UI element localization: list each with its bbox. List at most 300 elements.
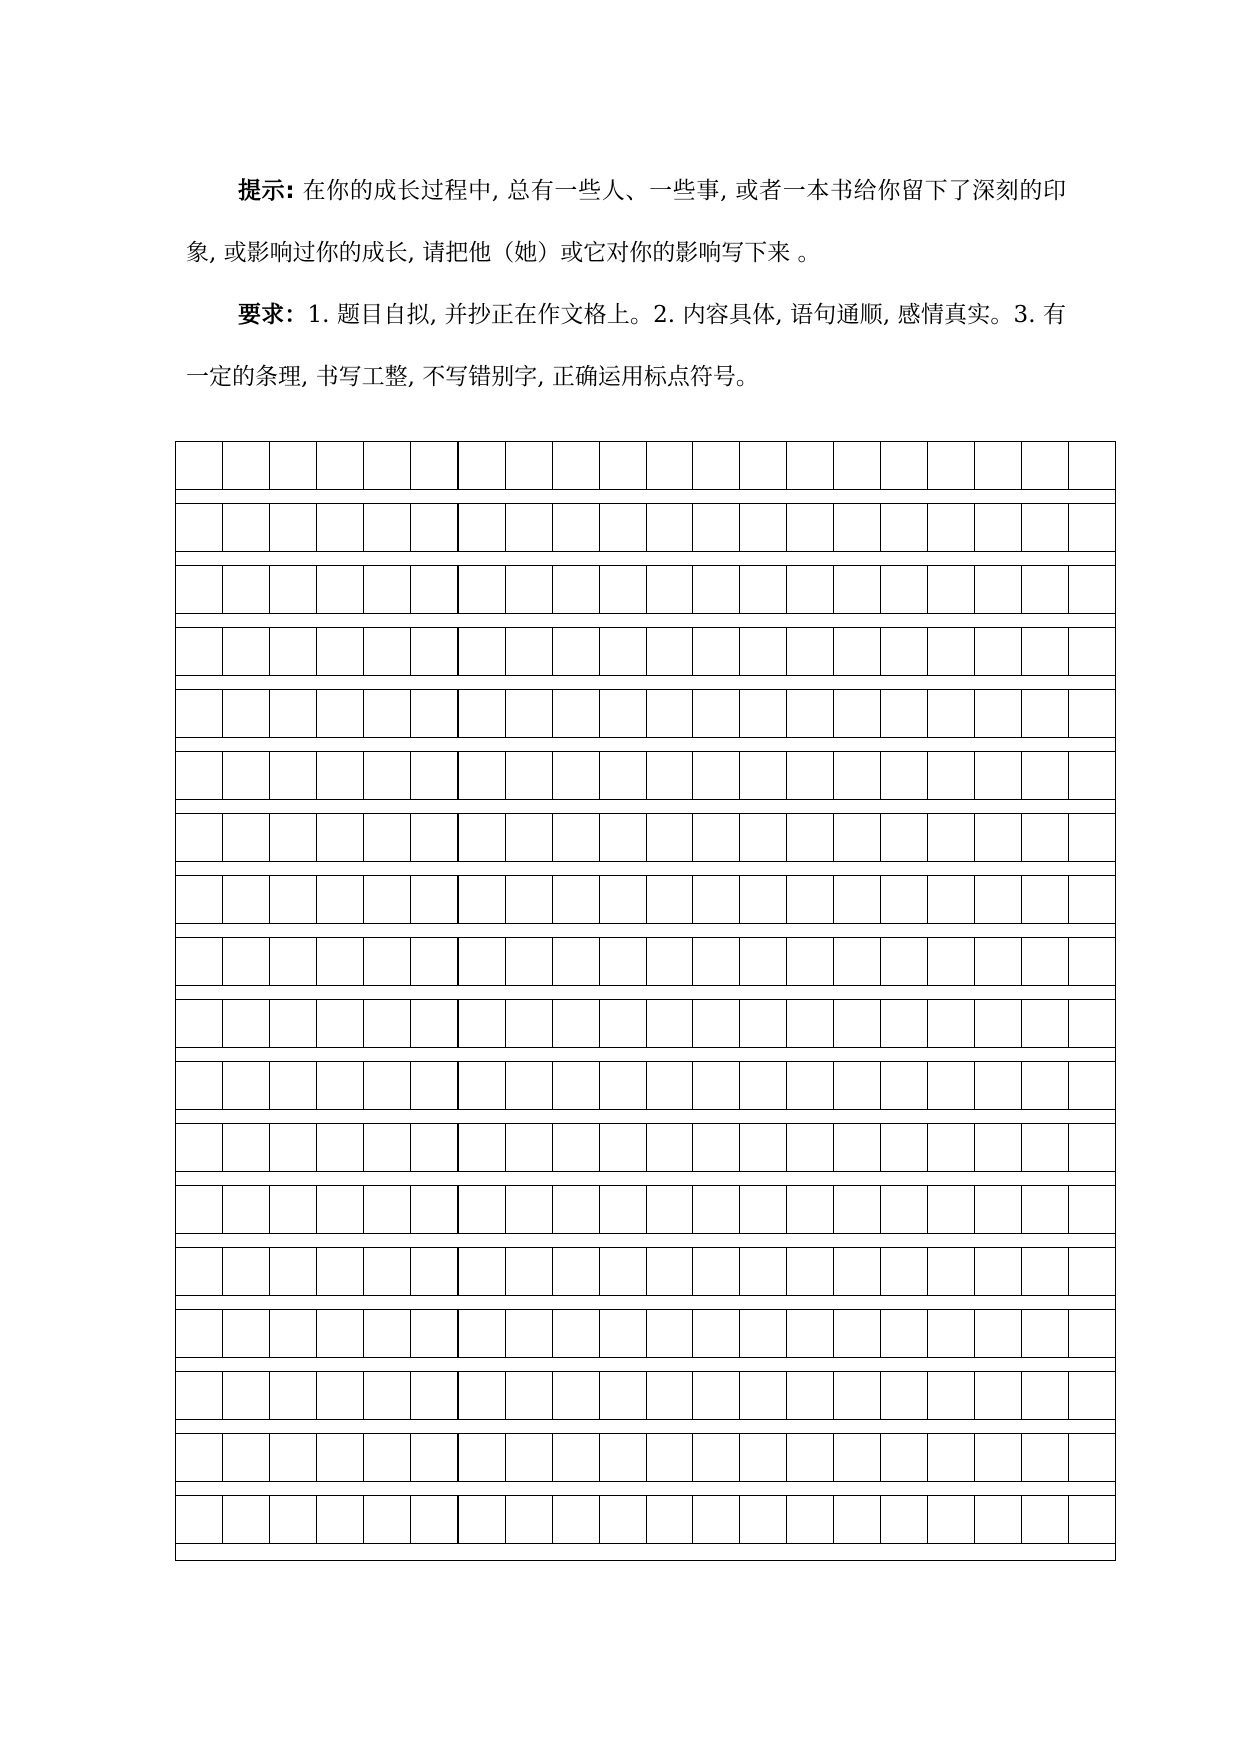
writing-cell[interactable] (975, 504, 1022, 552)
writing-cell[interactable] (459, 876, 506, 924)
writing-cell[interactable] (553, 1124, 600, 1172)
writing-cell[interactable] (787, 1124, 834, 1172)
writing-cell[interactable] (223, 814, 270, 862)
writing-cell[interactable] (647, 752, 694, 800)
writing-cell[interactable] (506, 752, 553, 800)
writing-cell[interactable] (740, 1186, 787, 1234)
writing-cell[interactable] (223, 752, 270, 800)
writing-cell[interactable] (647, 628, 694, 676)
writing-cell[interactable] (317, 1124, 364, 1172)
writing-cell[interactable] (693, 628, 740, 676)
writing-cell[interactable] (364, 566, 411, 614)
writing-cell[interactable] (1022, 1434, 1069, 1482)
writing-cell[interactable] (1069, 1434, 1115, 1482)
writing-cell[interactable] (411, 1186, 459, 1234)
writing-cell[interactable] (176, 876, 223, 924)
writing-cell[interactable] (364, 442, 411, 490)
writing-cell[interactable] (881, 1372, 928, 1420)
writing-cell[interactable] (411, 1124, 459, 1172)
writing-cell[interactable] (553, 814, 600, 862)
writing-cell[interactable] (270, 1248, 317, 1296)
writing-cell[interactable] (787, 1434, 834, 1482)
writing-cell[interactable] (693, 1186, 740, 1234)
writing-cell[interactable] (740, 1000, 787, 1048)
writing-cell[interactable] (647, 1062, 694, 1110)
writing-cell[interactable] (459, 1000, 506, 1048)
writing-cell[interactable] (787, 1248, 834, 1296)
writing-cell[interactable] (176, 752, 223, 800)
writing-cell[interactable] (506, 1372, 553, 1420)
writing-cell[interactable] (553, 442, 600, 490)
writing-cell[interactable] (834, 1434, 881, 1482)
writing-cell[interactable] (834, 814, 881, 862)
writing-cell[interactable] (600, 1000, 647, 1048)
writing-cell[interactable] (740, 442, 787, 490)
writing-cell[interactable] (459, 1434, 506, 1482)
writing-cell[interactable] (553, 1310, 600, 1358)
writing-cell[interactable] (411, 1434, 459, 1482)
writing-cell[interactable] (317, 690, 364, 738)
writing-cell[interactable] (928, 1186, 975, 1234)
writing-cell[interactable] (176, 504, 223, 552)
writing-cell[interactable] (223, 628, 270, 676)
writing-cell[interactable] (787, 1310, 834, 1358)
writing-cell[interactable] (834, 1372, 881, 1420)
writing-cell[interactable] (176, 1124, 223, 1172)
writing-cell[interactable] (506, 566, 553, 614)
writing-cell[interactable] (600, 1434, 647, 1482)
writing-cell[interactable] (553, 1372, 600, 1420)
writing-cell[interactable] (317, 1496, 364, 1544)
writing-cell[interactable] (364, 628, 411, 676)
writing-cell[interactable] (176, 1434, 223, 1482)
writing-cell[interactable] (693, 442, 740, 490)
writing-cell[interactable] (411, 1000, 459, 1048)
writing-cell[interactable] (176, 1496, 223, 1544)
writing-cell[interactable] (1069, 1248, 1115, 1296)
writing-cell[interactable] (1022, 1186, 1069, 1234)
writing-cell[interactable] (1069, 628, 1115, 676)
writing-cell[interactable] (411, 1372, 459, 1420)
writing-cell[interactable] (1069, 442, 1115, 490)
writing-cell[interactable] (1069, 504, 1115, 552)
writing-cell[interactable] (317, 442, 364, 490)
writing-cell[interactable] (834, 690, 881, 738)
writing-cell[interactable] (270, 938, 317, 986)
writing-cell[interactable] (364, 1372, 411, 1420)
writing-cell[interactable] (364, 1124, 411, 1172)
writing-cell[interactable] (928, 752, 975, 800)
writing-cell[interactable] (787, 690, 834, 738)
writing-cell[interactable] (223, 1434, 270, 1482)
writing-cell[interactable] (1022, 1000, 1069, 1048)
writing-cell[interactable] (647, 1000, 694, 1048)
writing-cell[interactable] (693, 1062, 740, 1110)
writing-cell[interactable] (834, 876, 881, 924)
writing-cell[interactable] (506, 1062, 553, 1110)
writing-cell[interactable] (834, 504, 881, 552)
writing-cell[interactable] (176, 1062, 223, 1110)
writing-cell[interactable] (506, 442, 553, 490)
writing-cell[interactable] (223, 1310, 270, 1358)
writing-cell[interactable] (600, 752, 647, 800)
writing-cell[interactable] (553, 628, 600, 676)
writing-cell[interactable] (317, 876, 364, 924)
writing-cell[interactable] (647, 938, 694, 986)
writing-cell[interactable] (881, 442, 928, 490)
writing-cell[interactable] (928, 1062, 975, 1110)
writing-cell[interactable] (1069, 1186, 1115, 1234)
writing-cell[interactable] (693, 1000, 740, 1048)
writing-cell[interactable] (270, 1310, 317, 1358)
writing-cell[interactable] (787, 938, 834, 986)
writing-cell[interactable] (928, 1000, 975, 1048)
writing-cell[interactable] (975, 1186, 1022, 1234)
writing-cell[interactable] (270, 566, 317, 614)
writing-cell[interactable] (693, 752, 740, 800)
writing-cell[interactable] (928, 566, 975, 614)
writing-cell[interactable] (223, 1496, 270, 1544)
writing-cell[interactable] (647, 1496, 694, 1544)
writing-cell[interactable] (1022, 1124, 1069, 1172)
writing-cell[interactable] (1022, 628, 1069, 676)
writing-cell[interactable] (223, 690, 270, 738)
writing-cell[interactable] (928, 814, 975, 862)
writing-cell[interactable] (411, 876, 459, 924)
writing-cell[interactable] (928, 876, 975, 924)
writing-cell[interactable] (787, 1372, 834, 1420)
writing-cell[interactable] (1069, 814, 1115, 862)
writing-cell[interactable] (647, 1124, 694, 1172)
writing-cell[interactable] (176, 1000, 223, 1048)
writing-cell[interactable] (975, 1062, 1022, 1110)
writing-cell[interactable] (834, 752, 881, 800)
writing-cell[interactable] (787, 628, 834, 676)
writing-cell[interactable] (176, 1248, 223, 1296)
writing-cell[interactable] (317, 566, 364, 614)
writing-cell[interactable] (176, 814, 223, 862)
writing-cell[interactable] (364, 1186, 411, 1234)
writing-cell[interactable] (506, 690, 553, 738)
writing-cell[interactable] (553, 1248, 600, 1296)
writing-cell[interactable] (223, 938, 270, 986)
writing-cell[interactable] (176, 690, 223, 738)
writing-cell[interactable] (270, 876, 317, 924)
writing-cell[interactable] (740, 752, 787, 800)
writing-cell[interactable] (647, 442, 694, 490)
writing-cell[interactable] (506, 1496, 553, 1544)
writing-cell[interactable] (553, 566, 600, 614)
writing-cell[interactable] (647, 1372, 694, 1420)
writing-cell[interactable] (411, 442, 459, 490)
writing-cell[interactable] (834, 1248, 881, 1296)
writing-cell[interactable] (270, 814, 317, 862)
writing-cell[interactable] (270, 690, 317, 738)
writing-cell[interactable] (270, 628, 317, 676)
writing-cell[interactable] (975, 752, 1022, 800)
writing-cell[interactable] (317, 938, 364, 986)
writing-cell[interactable] (506, 504, 553, 552)
writing-cell[interactable] (364, 1496, 411, 1544)
writing-cell[interactable] (834, 1310, 881, 1358)
writing-cell[interactable] (364, 1062, 411, 1110)
writing-cell[interactable] (459, 1496, 506, 1544)
writing-cell[interactable] (881, 1186, 928, 1234)
writing-cell[interactable] (553, 938, 600, 986)
writing-cell[interactable] (834, 1186, 881, 1234)
writing-cell[interactable] (693, 690, 740, 738)
writing-cell[interactable] (693, 876, 740, 924)
writing-cell[interactable] (176, 566, 223, 614)
writing-cell[interactable] (317, 504, 364, 552)
writing-cell[interactable] (506, 1124, 553, 1172)
writing-cell[interactable] (647, 876, 694, 924)
writing-cell[interactable] (881, 1434, 928, 1482)
writing-cell[interactable] (787, 752, 834, 800)
writing-cell[interactable] (223, 1000, 270, 1048)
writing-cell[interactable] (693, 1124, 740, 1172)
writing-cell[interactable] (881, 628, 928, 676)
writing-cell[interactable] (647, 1310, 694, 1358)
writing-cell[interactable] (881, 1124, 928, 1172)
writing-cell[interactable] (411, 938, 459, 986)
writing-cell[interactable] (459, 1310, 506, 1358)
writing-cell[interactable] (647, 1248, 694, 1296)
writing-cell[interactable] (881, 1248, 928, 1296)
writing-cell[interactable] (975, 1124, 1022, 1172)
writing-cell[interactable] (411, 1062, 459, 1110)
writing-cell[interactable] (975, 1000, 1022, 1048)
writing-cell[interactable] (787, 566, 834, 614)
writing-cell[interactable] (459, 1186, 506, 1234)
writing-cell[interactable] (364, 690, 411, 738)
writing-cell[interactable] (600, 1372, 647, 1420)
writing-cell[interactable] (740, 1248, 787, 1296)
writing-cell[interactable] (928, 1310, 975, 1358)
writing-cell[interactable] (928, 504, 975, 552)
writing-cell[interactable] (600, 1310, 647, 1358)
writing-cell[interactable] (1022, 1372, 1069, 1420)
writing-cell[interactable] (506, 938, 553, 986)
writing-cell[interactable] (506, 628, 553, 676)
writing-cell[interactable] (506, 1186, 553, 1234)
writing-cell[interactable] (1069, 1310, 1115, 1358)
writing-cell[interactable] (1022, 1496, 1069, 1544)
writing-cell[interactable] (693, 938, 740, 986)
writing-cell[interactable] (411, 504, 459, 552)
writing-cell[interactable] (176, 1186, 223, 1234)
writing-cell[interactable] (975, 1372, 1022, 1420)
writing-cell[interactable] (928, 1248, 975, 1296)
writing-cell[interactable] (317, 752, 364, 800)
writing-cell[interactable] (881, 876, 928, 924)
writing-cell[interactable] (975, 690, 1022, 738)
writing-cell[interactable] (317, 1372, 364, 1420)
writing-cell[interactable] (975, 1434, 1022, 1482)
writing-cell[interactable] (600, 876, 647, 924)
writing-cell[interactable] (975, 814, 1022, 862)
writing-cell[interactable] (740, 814, 787, 862)
writing-cell[interactable] (881, 938, 928, 986)
writing-cell[interactable] (740, 1434, 787, 1482)
writing-cell[interactable] (881, 690, 928, 738)
writing-cell[interactable] (693, 504, 740, 552)
writing-cell[interactable] (787, 1000, 834, 1048)
writing-cell[interactable] (270, 1372, 317, 1420)
writing-cell[interactable] (223, 504, 270, 552)
writing-cell[interactable] (787, 1496, 834, 1544)
writing-cell[interactable] (364, 1310, 411, 1358)
writing-cell[interactable] (553, 876, 600, 924)
writing-cell[interactable] (411, 1496, 459, 1544)
writing-cell[interactable] (647, 1434, 694, 1482)
writing-cell[interactable] (834, 628, 881, 676)
writing-cell[interactable] (787, 442, 834, 490)
writing-cell[interactable] (834, 1496, 881, 1544)
writing-cell[interactable] (740, 690, 787, 738)
writing-cell[interactable] (176, 1372, 223, 1420)
writing-cell[interactable] (1069, 752, 1115, 800)
writing-cell[interactable] (317, 1434, 364, 1482)
writing-cell[interactable] (270, 504, 317, 552)
writing-cell[interactable] (600, 1248, 647, 1296)
writing-cell[interactable] (600, 566, 647, 614)
writing-cell[interactable] (270, 1496, 317, 1544)
writing-cell[interactable] (411, 752, 459, 800)
writing-cell[interactable] (364, 1000, 411, 1048)
writing-cell[interactable] (317, 628, 364, 676)
writing-cell[interactable] (1069, 690, 1115, 738)
writing-cell[interactable] (787, 876, 834, 924)
writing-cell[interactable] (223, 566, 270, 614)
writing-cell[interactable] (553, 1496, 600, 1544)
writing-cell[interactable] (740, 876, 787, 924)
writing-cell[interactable] (928, 690, 975, 738)
writing-cell[interactable] (600, 504, 647, 552)
writing-cell[interactable] (1022, 566, 1069, 614)
writing-cell[interactable] (553, 1000, 600, 1048)
writing-cell[interactable] (411, 690, 459, 738)
writing-cell[interactable] (317, 1310, 364, 1358)
writing-cell[interactable] (740, 1372, 787, 1420)
writing-cell[interactable] (411, 1310, 459, 1358)
writing-cell[interactable] (176, 442, 223, 490)
writing-cell[interactable] (459, 566, 506, 614)
writing-cell[interactable] (1069, 566, 1115, 614)
writing-cell[interactable] (459, 814, 506, 862)
writing-cell[interactable] (693, 566, 740, 614)
writing-cell[interactable] (364, 1434, 411, 1482)
writing-cell[interactable] (881, 566, 928, 614)
writing-cell[interactable] (975, 442, 1022, 490)
writing-cell[interactable] (693, 1310, 740, 1358)
writing-cell[interactable] (928, 1496, 975, 1544)
writing-cell[interactable] (975, 938, 1022, 986)
writing-cell[interactable] (693, 1496, 740, 1544)
writing-cell[interactable] (834, 566, 881, 614)
writing-cell[interactable] (834, 442, 881, 490)
writing-cell[interactable] (411, 566, 459, 614)
writing-cell[interactable] (1069, 1124, 1115, 1172)
writing-cell[interactable] (740, 566, 787, 614)
writing-cell[interactable] (270, 1062, 317, 1110)
writing-cell[interactable] (506, 1310, 553, 1358)
writing-cell[interactable] (506, 876, 553, 924)
writing-cell[interactable] (600, 690, 647, 738)
writing-cell[interactable] (1022, 442, 1069, 490)
writing-cell[interactable] (553, 504, 600, 552)
writing-cell[interactable] (223, 1248, 270, 1296)
writing-cell[interactable] (1022, 1248, 1069, 1296)
writing-cell[interactable] (506, 1434, 553, 1482)
writing-cell[interactable] (740, 628, 787, 676)
writing-cell[interactable] (975, 566, 1022, 614)
writing-cell[interactable] (506, 814, 553, 862)
writing-cell[interactable] (647, 814, 694, 862)
writing-cell[interactable] (787, 814, 834, 862)
writing-cell[interactable] (270, 1186, 317, 1234)
writing-cell[interactable] (600, 1496, 647, 1544)
writing-cell[interactable] (600, 442, 647, 490)
writing-cell[interactable] (975, 628, 1022, 676)
writing-cell[interactable] (176, 628, 223, 676)
writing-cell[interactable] (647, 690, 694, 738)
writing-cell[interactable] (1022, 1062, 1069, 1110)
writing-cell[interactable] (740, 504, 787, 552)
writing-cell[interactable] (1069, 938, 1115, 986)
writing-cell[interactable] (975, 1496, 1022, 1544)
writing-cell[interactable] (740, 1124, 787, 1172)
writing-cell[interactable] (787, 1186, 834, 1234)
writing-cell[interactable] (1069, 1062, 1115, 1110)
writing-cell[interactable] (740, 1310, 787, 1358)
writing-cell[interactable] (1022, 938, 1069, 986)
writing-cell[interactable] (1022, 1310, 1069, 1358)
writing-cell[interactable] (928, 938, 975, 986)
writing-cell[interactable] (223, 1372, 270, 1420)
writing-cell[interactable] (975, 1248, 1022, 1296)
writing-cell[interactable] (459, 1372, 506, 1420)
writing-cell[interactable] (928, 442, 975, 490)
writing-cell[interactable] (223, 1062, 270, 1110)
writing-cell[interactable] (553, 690, 600, 738)
writing-cell[interactable] (459, 690, 506, 738)
writing-cell[interactable] (647, 504, 694, 552)
writing-cell[interactable] (459, 1062, 506, 1110)
writing-cell[interactable] (411, 1248, 459, 1296)
writing-cell[interactable] (270, 442, 317, 490)
writing-cell[interactable] (1022, 690, 1069, 738)
writing-cell[interactable] (411, 628, 459, 676)
writing-cell[interactable] (270, 752, 317, 800)
writing-cell[interactable] (975, 876, 1022, 924)
writing-cell[interactable] (553, 752, 600, 800)
writing-cell[interactable] (647, 1186, 694, 1234)
writing-cell[interactable] (317, 814, 364, 862)
writing-cell[interactable] (1069, 1372, 1115, 1420)
writing-cell[interactable] (1069, 876, 1115, 924)
writing-cell[interactable] (364, 938, 411, 986)
writing-cell[interactable] (928, 1372, 975, 1420)
writing-cell[interactable] (975, 1310, 1022, 1358)
writing-cell[interactable] (928, 1124, 975, 1172)
writing-cell[interactable] (881, 814, 928, 862)
writing-cell[interactable] (693, 1248, 740, 1296)
writing-cell[interactable] (881, 504, 928, 552)
writing-cell[interactable] (600, 628, 647, 676)
writing-cell[interactable] (317, 1000, 364, 1048)
writing-cell[interactable] (834, 1124, 881, 1172)
